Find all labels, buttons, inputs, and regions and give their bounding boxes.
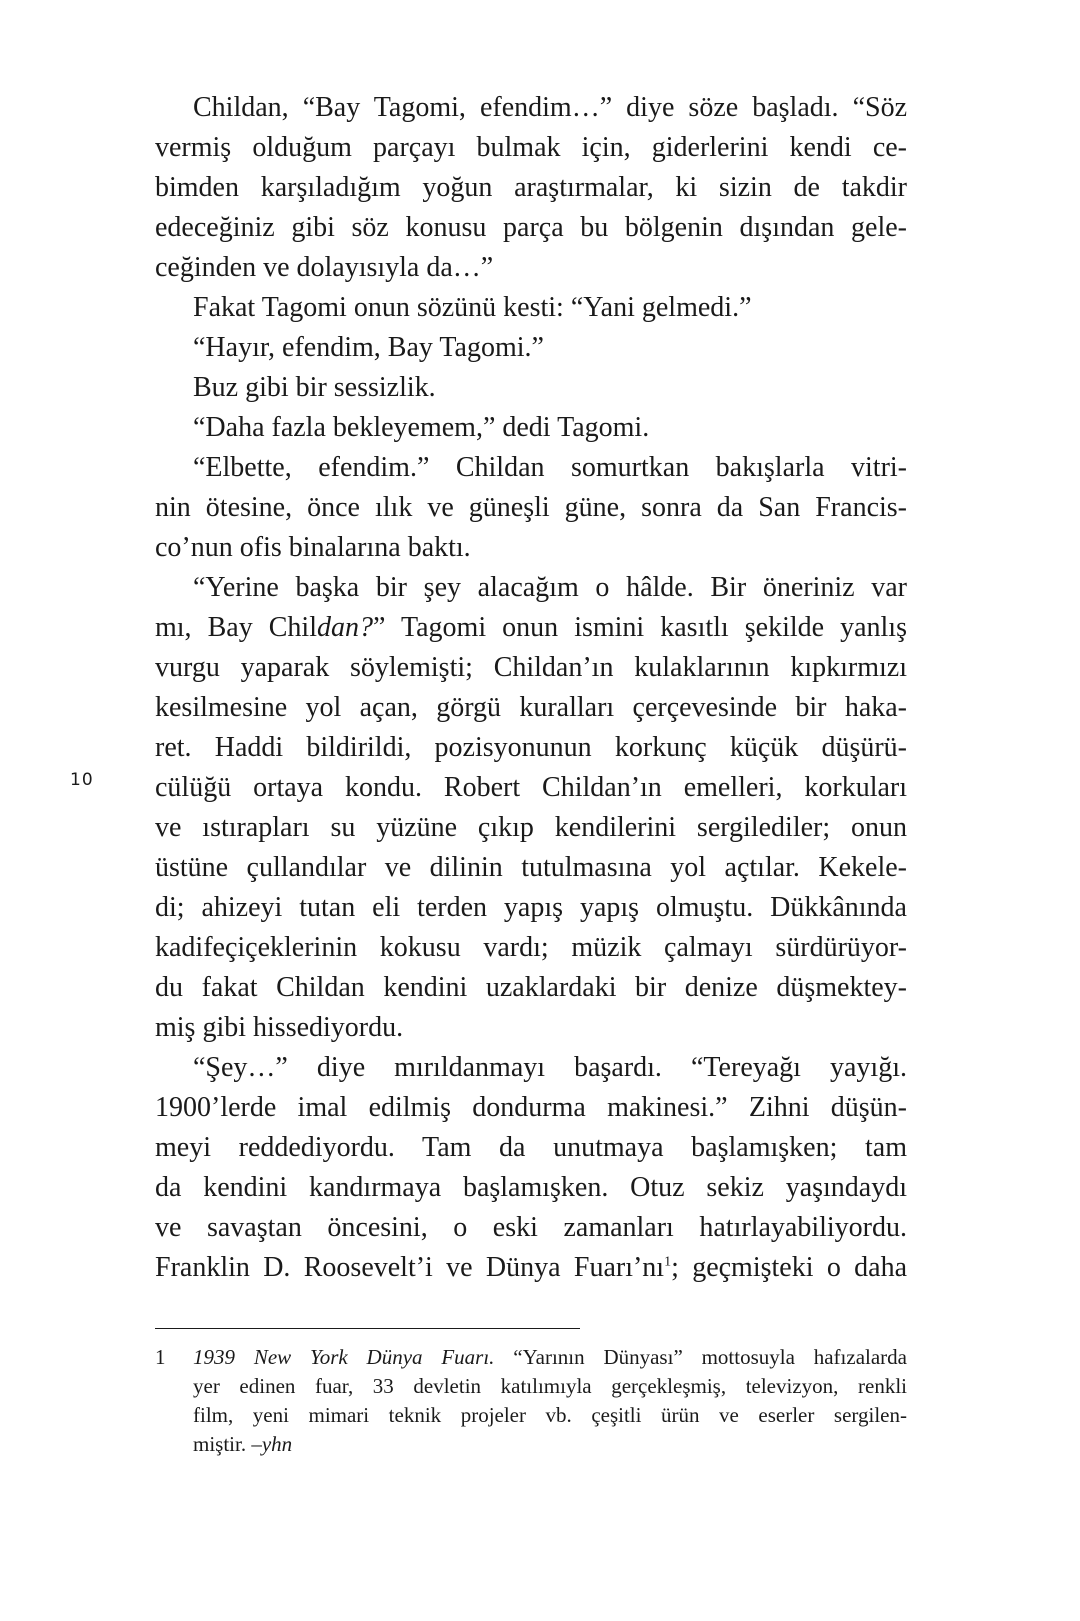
text-line: da kendini kandırmaya başlamışken. Otuz sekiz yaşındaydı: [155, 1172, 907, 1203]
text-line: co’nun ofis binalarına baktı.: [155, 532, 471, 563]
text-segment: ” Tagomi onun ismini kasıtlı şekilde yanlış: [373, 612, 907, 643]
text-line: miş gibi hissediyordu.: [155, 1012, 404, 1043]
text-line: vermiş olduğum parçayı bulmak için, giderlerini kendi ce-: [155, 132, 907, 163]
text-line: [155, 1248, 907, 1288]
text-line: cülüğü ortaya kondu. Robert Childan’ın emelleri, korkuları: [155, 772, 907, 803]
text-line: ve savaştan öncesini, o eski zamanları hatırlayabiliyordu.: [155, 1212, 907, 1243]
text-segment: ; geçmişteki o daha: [671, 1252, 907, 1283]
text-line: üstüne çullandılar ve dilinin tutulmasına yol açtılar. Kekele-: [155, 852, 907, 883]
footnote-line: [193, 1430, 907, 1459]
text-line: vurgu yaparak söylemişti; Childan’ın kulaklarının kıpkırmızı: [155, 652, 907, 683]
text-line: di; ahizeyi tutan eli terden yapış yapış olmuştu. Dükkânında: [155, 892, 907, 923]
footnote-number: 1: [155, 1345, 166, 1369]
text-line: “Hayır, efendim, Bay Tagomi.”: [193, 332, 544, 363]
text-line: “Şey…” diye mırıldanmayı başardı. “Tereyağı yayığı.: [193, 1052, 907, 1083]
text-segment: “Yarının Dünyası” mottosuyla hafızalarda: [494, 1345, 907, 1369]
text-line: kesilmesine yol açan, görgü kuralları çerçevesinde bir haka-: [155, 692, 907, 723]
body-text: [155, 88, 907, 1288]
footnote-line: film, yeni mimari teknik projeler vb. çeşitli ürün ve eserler sergilen-: [193, 1403, 907, 1427]
footnote-title: 1939 New York Dünya Fuarı.: [193, 1345, 495, 1369]
text-line: [155, 608, 907, 648]
text-line: du fakat Childan kendini uzaklardaki bir denize düşmektey-: [155, 972, 907, 1003]
footnote-reference: 1: [664, 1254, 672, 1270]
text-line: Childan, “Bay Tagomi, efendim…” diye söze başladı. “Söz: [193, 92, 907, 123]
text-line: meyi reddediyordu. Tam da unutmaya başlamışken; tam: [155, 1132, 907, 1163]
text-segment: Franklin D. Roosevelt’i ve Dünya Fuarı’nı: [155, 1252, 665, 1283]
text-line: “Yerine başka bir şey alacağım o hâlde. Bir öneriniz var: [193, 572, 907, 603]
footnote-body: [193, 1343, 907, 1459]
text-line: “Daha fazla bekleyemem,” dedi Tagomi.: [193, 412, 650, 443]
page-number: 10: [70, 770, 94, 790]
text-line: Fakat Tagomi onun sözünü kesti: “Yani gelmedi.”: [193, 292, 752, 323]
text-line: bimden karşıladığım yoğun araştırmalar, ki sizin de takdir: [155, 172, 907, 203]
text-line: kadifeçiçeklerinin kokusu vardı; müzik çalmayı sürdürüyor-: [155, 932, 907, 963]
footnote: [155, 1343, 907, 1459]
italic-emphasis: dan?: [317, 612, 373, 643]
footnote-line: yer edinen fuar, 33 devletin katılımıyla gerçekleşmiş, televizyon, renkli: [193, 1374, 907, 1398]
text-segment: miştir.: [193, 1432, 252, 1456]
text-line: ceğinden ve dolayısıyla da…”: [155, 252, 494, 283]
text-line: ret. Haddi bildirildi, pozisyonunun korkunç küçük düşürü-: [155, 732, 907, 763]
text-line: Buz gibi bir sessizlik.: [193, 372, 436, 403]
footnote-line: [193, 1343, 907, 1372]
text-line: “Elbette, efendim.” Childan somurtkan bakışlarla vitri-: [193, 452, 907, 483]
text-segment: mı, Bay Chil: [155, 612, 317, 643]
text-line: 1900’lerde imal edilmiş dondurma makinesi.” Zihni düşün-: [155, 1092, 907, 1123]
translator-note-signature: –yhn: [251, 1432, 293, 1456]
text-line: ve ıstırapları su yüzüne çıkıp kendilerini sergilediler; onun: [155, 812, 907, 843]
footnote-divider: [155, 1328, 580, 1329]
text-line: nin ötesine, önce ılık ve güneşli güne, sonra da San Francis-: [155, 492, 907, 523]
text-line: edeceğiniz gibi söz konusu parça bu bölgenin dışından gele-: [155, 212, 907, 243]
